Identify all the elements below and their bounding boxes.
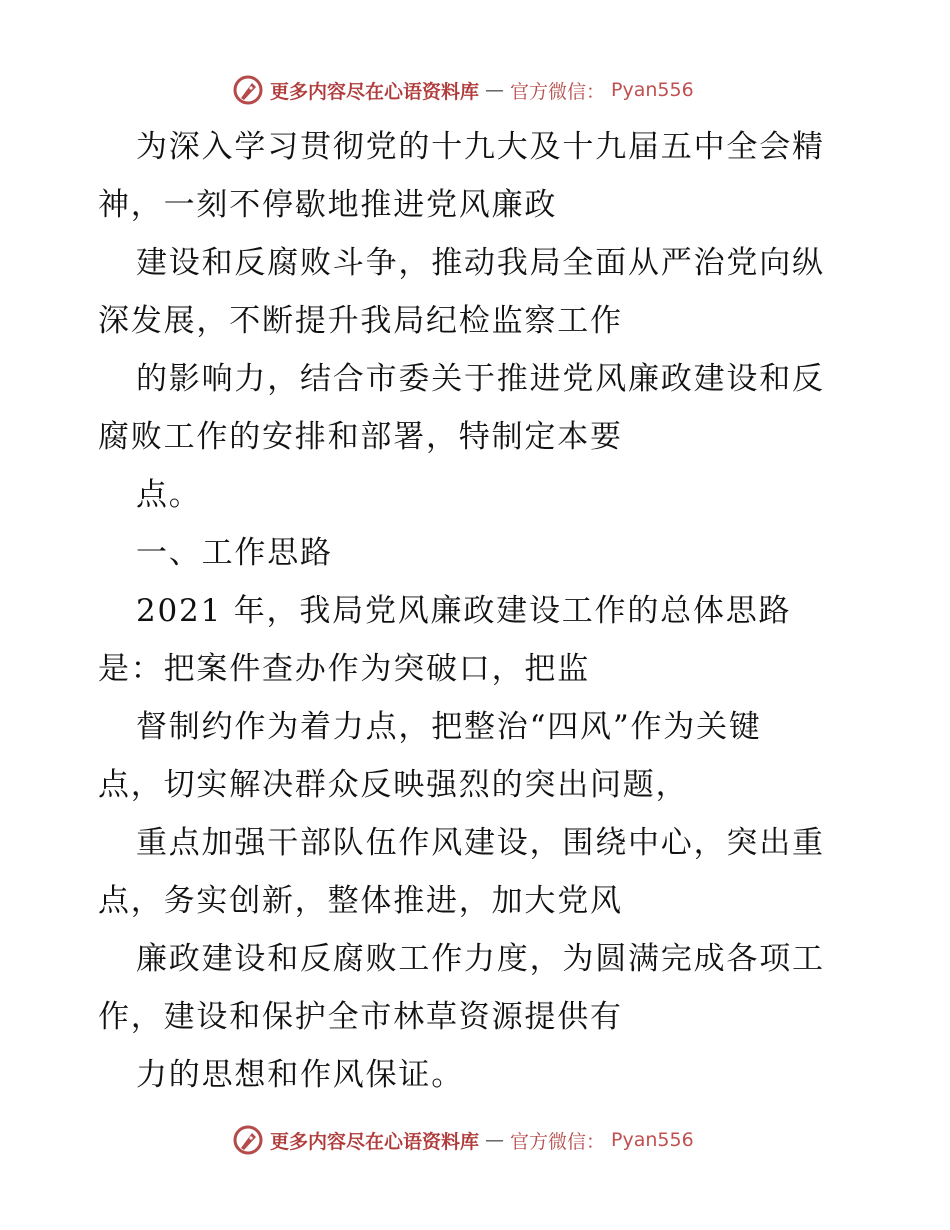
pen-nib-logo-icon (232, 74, 264, 106)
text-line: 点，务实创新，整体推进，加大党风 (98, 883, 623, 919)
header-watermark (232, 72, 694, 108)
text-line: 是：把案件查办作为突破口，把监 (98, 651, 590, 687)
text-line: 深发展，不断提升我局纪检监察工作 (98, 303, 623, 339)
text-line: 廉政建设和反腐败工作力度，为圆满完成各项工 (136, 941, 825, 977)
text-line: 重点加强干部队伍作风建设，围绕中心，突出重 (136, 825, 825, 861)
watermark-brand: 更多内容尽在心语资料库 (270, 1130, 480, 1153)
watermark-brand: 更多内容尽在心语资料库 (270, 80, 480, 103)
text-line: 神，一刻不停歇地推进党风廉政 (98, 187, 558, 223)
text-line: 腐败工作的安排和部署，特制定本要 (98, 419, 623, 455)
text-line: 点。 (136, 477, 202, 513)
watermark-label: 官方微信： (510, 1130, 606, 1153)
document-body (98, 118, 858, 1104)
watermark-account: Pyan556 (611, 79, 694, 101)
text-line: 作，建设和保护全市林草资源提供有 (98, 999, 623, 1035)
watermark-separator: — (485, 79, 505, 101)
text-line: 点，切实解决群众反映强烈的突出问题， (98, 767, 689, 803)
text-line: 建设和反腐败斗争，推动我局全面从严治党向纵 (136, 245, 825, 281)
footer-watermark (232, 1122, 694, 1158)
watermark-label: 官方微信： (510, 80, 606, 103)
watermark-account: Pyan556 (611, 1129, 694, 1151)
text-line: 2021 年，我局党风廉政建设工作的总体思路 (136, 593, 792, 629)
text-line: 一、工作思路 (136, 535, 333, 571)
text-line: 的影响力，结合市委关于推进党风廉政建设和反 (136, 361, 825, 397)
text-line: 力的思想和作风保证。 (136, 1057, 464, 1093)
watermark-separator: — (485, 1129, 505, 1151)
text-line: 为深入学习贯彻党的十九大及十九届五中全会精 (136, 129, 825, 165)
pen-nib-logo-icon (232, 1124, 264, 1156)
text-line: 督制约作为着力点，把整治“四风”作为关键 (136, 709, 762, 745)
